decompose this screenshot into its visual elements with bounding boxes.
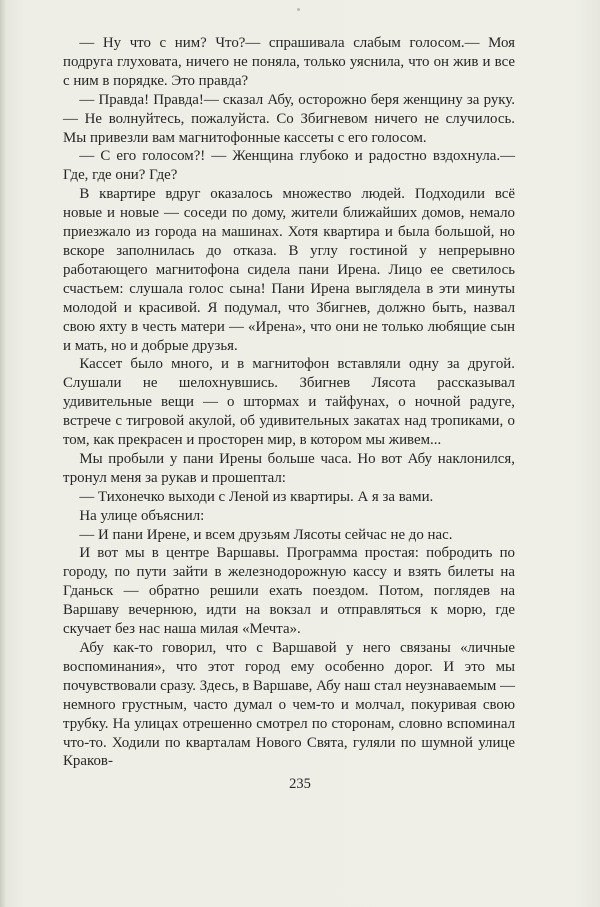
paragraph-8: На улице объяснил:: [79, 507, 205, 524]
paragraph-9: — И пани Ирене, и всем друзьям Лясоты сейчас не до нас.: [79, 526, 453, 543]
page-number: 235: [289, 776, 311, 792]
paragraph-10: И вот мы в центре Варшавы. Программа простая: побродить по городу, по пути зайти в железнодорожную кассу и взять билеты на Гданьск — обратно решили ехать поездом. Потом, поглядев на Варшаву вечернюю, идти на вокзал и отправляться к морю, где скучает без нас наша милая «Мечта».: [63, 545, 515, 638]
paragraph-3: — С его голосом?! — Женщина глубоко и радостно вздохнула.— Где, где они? Где?: [63, 148, 515, 184]
paragraph-6: Мы пробыли у пани Ирены больше часа. Но вот Абу наклонился, тронул меня за рукав и прошептал:: [63, 450, 515, 486]
paragraph-5: Кассет было много, и в магнитофон вставляли одну за другой. Слушали не шелохнувшись. Збигнев Лясота рассказывал удивительные вещи — о штормах и тайфунах, о ночной радуге, встрече с тигровой акулой, об удивительных закатах над тропиками, о том, как прекрасен и просторен мир, в котором мы живем...: [63, 356, 515, 449]
paragraph-7: — Тихонечко выходи с Леной из квартиры. А я за вами.: [79, 488, 434, 505]
paragraph-2: — Правда! Правда!— сказал Абу, осторожно беря женщину за руку.— Не волнуйтесь, пожалуйста. Со Збигневом ничего не случилось. Мы привезли вам магнитофонные кассеты с его голосом.: [63, 91, 515, 146]
page-gutter-shadow: [0, 0, 6, 907]
paper-speck: [297, 8, 300, 11]
paragraph-11: Абу как-то говорил, что с Варшавой у него связаны «личные воспоминания», что этот город ему особенно дорог. И это мы почувствовали сразу. Здесь, в Варшаве, Абу наш стал неузнаваемым — немного грустным, часто думал о чем-то и молчал, покуривая свою трубку. На улицах отрешенно смотрел по сторонам, словно вспоминал что-то. Ходили по кварталам Нового Свята, гуляли по шумной улице Краков-: [63, 640, 515, 770]
paragraph-4: В квартире вдруг оказалось множество людей. Подходили всё новые и новые — соседи по дому, жители ближайших домов, немало приезжало из города на машинах. Хотя квартира и была большой, но вскоре заполнилась до отказа. В углу гостиной у непрерывно работающего магнитофона сидела пани Ирена. Лицо ее светилось счастьем: слушала голос сына! Пани Ирена выглядела в эти минуты молодой и красивой. Я подумал, что Збигнев, должно быть, назвал свою яхту в честь матери — «Ирена», что они не только любящие сын и мать, но и добрые друзья.: [63, 186, 515, 354]
body-text: [63, 34, 515, 771]
paragraph-1: — Ну что с ним? Что?— спрашивала слабым голосом.— Моя подруга глуховата, ничего не поняла, только уяснила, что он жив и все с ним в порядке. Это правда?: [63, 35, 515, 89]
